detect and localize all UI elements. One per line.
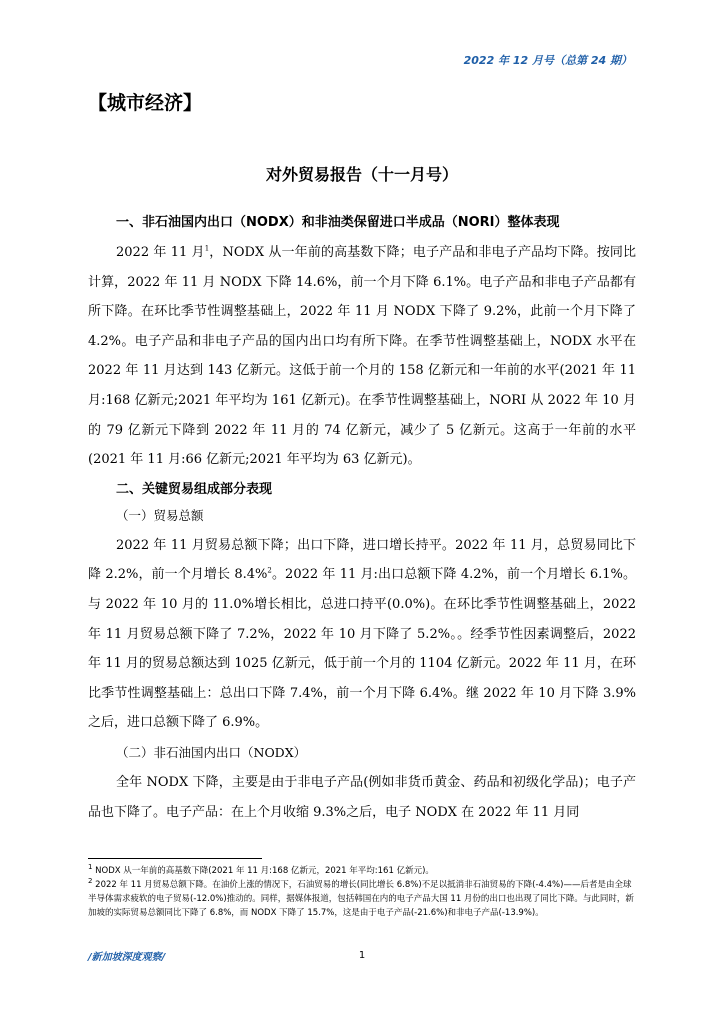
footnote-1-text: NODX 从一年前的高基数下降(2021 年 11 月:168 亿新元，2021 年平均:161 亿新元)。	[95, 866, 434, 876]
issue-label: 2022 年 12 月号（总第 24 期）	[463, 54, 632, 67]
page-number: 1	[358, 950, 366, 961]
section-tag: 【城市经济】	[88, 92, 203, 114]
section-2-paragraph-1	[88, 531, 636, 738]
footnote-1-number: 1	[88, 863, 93, 872]
section-2-sub2-heading: （二）非石油国内出口（NODX）	[116, 744, 307, 760]
report-body	[88, 208, 636, 827]
report-title: 对外贸易报告（十一月号）	[265, 165, 458, 184]
section-1-paragraph	[88, 238, 636, 475]
footnote-ref-1[interactable]: 1	[204, 244, 210, 253]
footnote-2-number: 2	[88, 877, 93, 886]
footnote-ref-2[interactable]: 2	[267, 567, 272, 576]
section-2-heading: 二、关键贸易组成部分表现	[116, 481, 273, 497]
publication-name: /新加坡深度观察/	[88, 952, 166, 963]
s2-text-a: 2022 年 11 月贸易总额下降；出口下降，进口增长持平。2022 年 11 月，总贸易同比下降 2.2%，前一个月增长 8.4%	[88, 537, 636, 583]
footnote-divider	[88, 858, 262, 859]
footnote-2-text: 2022 年 11 月贸易总额下降。在油价上涨的情况下，石油贸易的增长(同比增长 6.8%)不足以抵消非石油贸易的下降(-4.4%)——后者是由全球半导体需求疲软的电子贸易(-12.0%)推动的。同样，据媒体报道，包括韩国在内的电子产品大国 11 月份的出口也出现了同比下降。与此同时，新加坡的实际贸易总额同比下降了 6.8%，而 NODX 下降了 15.7%，这是由于电子产品(-21.6%)和非电子产品(-13.9%)。	[88, 880, 634, 918]
section-1-heading: 一、非石油国内出口（NODX）和非油类保留进口半成品（NORI）整体表现	[116, 215, 560, 230]
s1-text-b: ，NODX 从一年前的高基数下降；电子产品和非电子产品均下降。按同比计算，2022 年 11 月 NODX 下降 14.6%，前一个月下降 6.1%。电子产品和非电子产品都有所下降。在环比季节性调整基础上，2022 年 11 月 NODX 下降了 9.2%，此前一个月下降了 4.2%。电子产品和非电子产品的国内出口均有所下降。在季节性调整基础上，NODX 水平在 2022 年 11 月达到 143 亿新元。这低于前一个月的 158 亿新元和一年前的水平(2021 年 11 月:168 亿新元;2021 年平均为 161 亿新元)。在季节性调整基础上，NORI 从 2022 年 10 月的 79 亿新元下降到 2022 年 11 月的 74 亿新元，减少了 5 亿新元。这高于一年前的水平(2021 年 11 月:66 亿新元;2021 年平均为 63 亿新元)。	[88, 245, 637, 468]
section-2-sub1-heading: （一）贸易总额	[116, 507, 204, 523]
s1-text-a: 2022 年 11 月	[116, 245, 205, 260]
section-2-paragraph-2: 全年 NODX 下降，主要是由于非电子产品(例如非货币黄金、药品和初级化学品)；电子产品也下降了。电子产品：在上个月收缩 9.3%之后，电子 NODX 在 2022 年 11 月同	[88, 774, 636, 820]
footnote-1	[88, 864, 636, 878]
s2-text-b: 。2022 年 11 月:出口总额下降 4.2%，前一个月增长 6.1%。与 2022 年 10 月的 11.0%增长相比，总进口持平(0.0%)。在环比季节性调整基础上，2022 年 11 月贸易总额下降了 7.2%，2022 年 10 月下降了 5.2%。。经季节性因素调整后，2022 年 11 月的贸易总额达到 1025 亿新元，低于前一个月的 1104 亿新元。2022 年 11 月，在环比季节性调整基础上：总出口下降 7.4%，前一个月下降 6.4%。继 2022 年 10 月下降 3.9%之后，进口总额下降了 6.9%。	[88, 567, 636, 731]
footnotes	[88, 864, 636, 920]
footnote-2	[88, 878, 636, 920]
